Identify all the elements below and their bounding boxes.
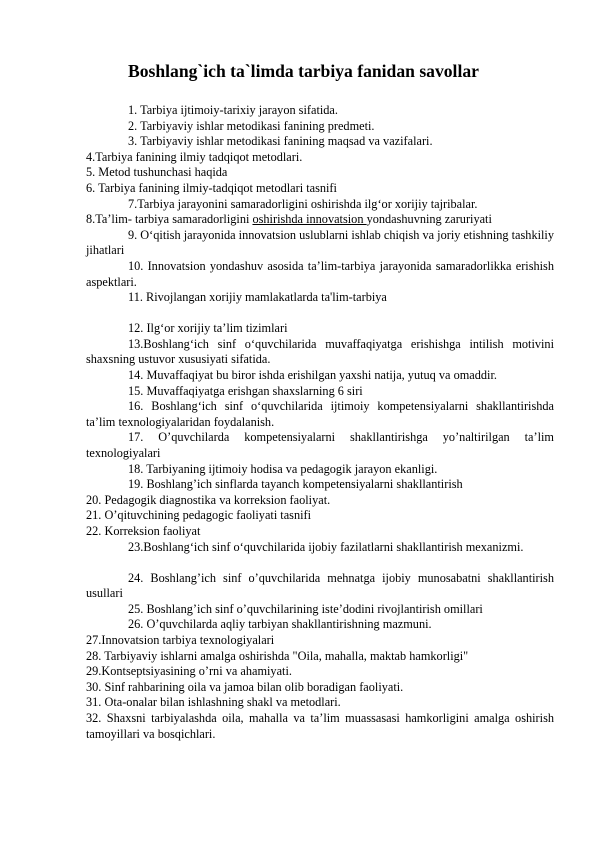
question-text: 29.Kontseptsiyasining o’rni va ahamiyati. — [86, 664, 292, 679]
question-item — [86, 695, 554, 711]
question-item — [86, 680, 554, 696]
underlined-text: oshirishda innovatsion — [252, 212, 367, 227]
question-item — [86, 540, 554, 556]
page-title: Boshlang`ich ta`limda tarbiya fanidan savollar — [128, 61, 479, 81]
question-item — [86, 384, 554, 400]
question-text: 6. Tarbiya fanining ilmiy-tadqiqot metodlari tasnifi — [86, 180, 337, 195]
question-text: 9. O‘qitish jarayonida innovatsion uslublarni ishlab chiqish va joriy etishning tashkiliy jihatlari — [86, 227, 554, 258]
question-item — [86, 649, 554, 665]
question-text: 14. Muvaffaqiyat bu biror ishda erishilgan yaxshi natija, yutuq va omaddir. — [128, 368, 497, 382]
question-item — [86, 212, 554, 228]
question-text: 18. Tarbiyaning ijtimoiy hodisa va pedagogik jarayon ekanligi. — [128, 461, 438, 476]
question-item — [86, 228, 554, 259]
question-text: 1. Tarbiya ijtimoiy-tarixiy jarayon sifatida. — [128, 103, 338, 117]
question-text: 10. Innovatsion yondashuv asosida ta’lim-tarbiya jarayonida samaradorlikka erishish aspektlari. — [86, 258, 554, 289]
question-item — [86, 462, 554, 478]
question-item — [86, 103, 554, 119]
question-text: yondashuvning zaruriyati — [366, 212, 492, 227]
question-text: 13.Boshlang‘ich sinf o‘quvchilarida muvaffaqiyatga erishishga intilish motivini shaxsning ustuvor xususiyati sifatida. — [86, 336, 554, 367]
question-item — [86, 602, 554, 618]
question-text: 24. Boshlang’ich sinf o’quvchilarida mehnatga ijobiy munosabatni shakllantirish usullari — [86, 570, 554, 601]
question-item — [86, 368, 554, 384]
question-item — [86, 290, 554, 306]
question-text: 11. Rivojlangan xorijiy mamlakatlarda ta'lim-tarbiya — [128, 290, 387, 305]
question-text: 15. Muvaffaqiyatga erishgan shaxslarning 6 siri — [128, 383, 363, 398]
question-item — [86, 508, 554, 524]
question-item — [86, 399, 554, 430]
question-text: 20. Pedagogik diagnostika va korreksion faoliyat. — [86, 492, 331, 507]
question-text: 28. Tarbiyaviy ishlarni amalga oshirishda "Oila, mahalla, maktab hamkorligi" — [86, 648, 469, 663]
question-item — [86, 150, 554, 166]
question-text: 27.Innovatsion tarbiya texnologiyalari — [86, 633, 275, 647]
question-item — [86, 119, 554, 135]
question-item — [86, 711, 554, 742]
question-text: 22. Korreksion faoliyat — [86, 523, 201, 538]
question-text: 16. Boshlang‘ich sinf o‘quvchilarida ijtimoiy kompetensiyalarni shakllantirishda ta’lim texnologiyalaridan foydalanish. — [86, 399, 554, 429]
question-item — [86, 664, 554, 680]
question-text: 7.Tarbiya jarayonini samaradorligini oshirishda ilg‘or xorijiy tajribalar. — [128, 196, 478, 211]
question-text: 8.Ta’lim- tarbiya samaradorligini — [86, 212, 253, 227]
question-item — [86, 181, 554, 197]
question-text: 21. O’qituvchining pedagogic faoliyati tasnifi — [86, 508, 312, 523]
question-text: 4.Tarbiya fanining ilmiy tadqiqot metodlari. — [86, 149, 303, 164]
question-item — [86, 633, 554, 649]
question-item — [86, 493, 554, 509]
question-text: 17. O’quvchilarda kompetensiyalarni shakllantirishga yo’naltirilgan ta’lim texnologiyalari — [86, 430, 554, 460]
question-item — [86, 321, 554, 337]
question-item — [86, 571, 554, 602]
question-text: 30. Sinf rahbarining oila va jamoa bilan olib boradigan faoliyati. — [86, 679, 404, 694]
question-item — [86, 337, 554, 368]
question-text: 25. Boshlang’ich sinf o’quvchilarining iste’dodini rivojlantirish omillari — [128, 601, 483, 616]
question-item — [86, 430, 554, 461]
question-text: 32. Shaxsni tarbiyalashda oila, mahalla va ta’lim muassasasi hamkorligini amalga oshirish tamoyillari va bosqichlari. — [86, 710, 554, 741]
question-text: 19. Boshlang’ich sinflarda tayanch kompetensiyalarni shakllantirish — [128, 477, 463, 492]
question-text: 12. Ilg‘or xorijiy ta’lim tizimlari — [128, 321, 288, 336]
question-text: 5. Metod tushunchasi haqida — [86, 165, 228, 180]
question-list — [86, 103, 554, 742]
question-text: 2. Tarbiyaviy ishlar metodikasi fanining predmeti. — [128, 118, 375, 133]
question-item — [86, 477, 554, 493]
question-text: 23.Boshlang‘ich sinf o‘quvchilarida ijobiy fazilatlarni shakllantirish mexanizmi. — [128, 539, 524, 554]
question-text: 3. Tarbiyaviy ishlar metodikasi fanining maqsad va vazifalari. — [128, 134, 433, 149]
question-item — [86, 259, 554, 290]
question-text: 26. O’quvchilarda aqliy tarbiyan shakllantirishning mazmuni. — [128, 617, 432, 632]
question-item — [86, 524, 554, 540]
question-item — [86, 197, 554, 213]
question-item — [86, 165, 554, 181]
question-text: 31. Ota-onalar bilan ishlashning shakl va metodlari. — [86, 695, 341, 710]
question-item — [86, 134, 554, 150]
question-item — [86, 617, 554, 633]
